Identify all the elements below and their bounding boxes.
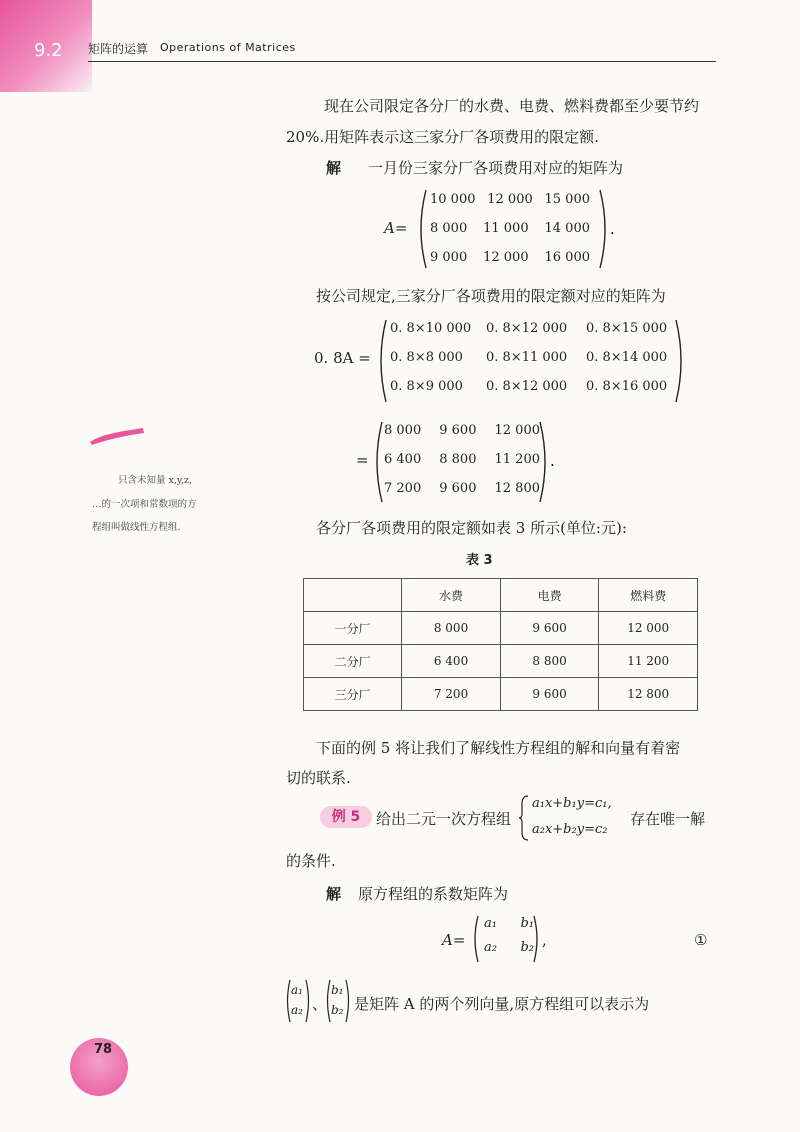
matrix-result-label: = xyxy=(356,451,369,469)
cost-table xyxy=(303,578,698,711)
solution-label: 解 xyxy=(326,159,342,177)
section-title-en: Operations of Matrices xyxy=(160,41,296,54)
solution-text: 一月份三家分厂各项费用对应的矩阵为 xyxy=(368,159,624,177)
para4-line2: 切的联系. xyxy=(286,769,351,787)
matrix-cell: 8 800 xyxy=(439,452,477,467)
matrix-cell: b₂ xyxy=(520,940,534,955)
matrix-cell: 0. 8×16 000 xyxy=(586,379,668,394)
matrix-cell: 12 000 xyxy=(483,250,529,265)
matrix-cell: 15 000 xyxy=(544,192,590,207)
table-header-cell: 电费 xyxy=(500,579,599,612)
table-row xyxy=(304,645,698,678)
example-text-before: 给出二元一次方程组 xyxy=(376,810,512,828)
equation-2: a₂x+b₂y=c₂ xyxy=(532,822,608,837)
matrix2-row xyxy=(484,916,534,940)
para4-line1: 下面的例 5 将让我们了解线性方程组的解和向量有着密 xyxy=(316,739,681,757)
table-header-cell: 水费 xyxy=(402,579,501,612)
matrix-result-body xyxy=(384,423,540,510)
matrix-cell: 0. 8×15 000 xyxy=(586,321,668,336)
matrix-result-row xyxy=(384,481,540,510)
matrix-cell: 8 000 xyxy=(384,423,422,438)
table-cell: 8 000 xyxy=(402,612,501,645)
example-line2: 的条件. xyxy=(286,852,336,870)
table-cell: 一分厂 xyxy=(304,612,402,645)
matrix-cell: 12 000 xyxy=(494,423,540,438)
last-line-text: 是矩阵 A 的两个列向量,原方程组可以表示为 xyxy=(354,995,650,1013)
header-rule xyxy=(88,61,716,62)
vector-a xyxy=(291,980,303,1020)
matrix-cell: 9 600 xyxy=(439,423,477,438)
example-text-after: 存在唯一解 xyxy=(630,810,706,828)
table-cell: 6 400 xyxy=(402,645,501,678)
table-cell: 12 000 xyxy=(599,612,698,645)
equation-tag: ① xyxy=(694,931,708,949)
matrix2-label: A= xyxy=(442,931,466,949)
matrix-cell: 9 600 xyxy=(439,481,477,496)
vector-separator: 、 xyxy=(312,995,328,1013)
table-cell: 12 800 xyxy=(599,678,698,711)
vector-entry: b₂ xyxy=(331,1003,344,1017)
matrix-cell: 11 000 xyxy=(483,221,529,236)
matrix2-row xyxy=(484,940,534,964)
matrix-08a-body xyxy=(390,321,674,408)
matrix-cell: 8 000 xyxy=(430,221,468,236)
margin-note-line2: …的一次项和常数项的方 xyxy=(92,499,197,510)
section-title-cn: 矩阵的运算 xyxy=(88,42,149,56)
svg-text:.: . xyxy=(550,452,555,470)
matrix-cell: 9 000 xyxy=(430,250,468,265)
matrix-cell: b₁ xyxy=(520,916,534,931)
matrix-08a-row xyxy=(390,379,674,408)
matrix-result-row xyxy=(384,423,540,452)
table-cell: 三分厂 xyxy=(304,678,402,711)
example-badge: 例 5 xyxy=(320,806,372,828)
para2: 按公司规定,三家分厂各项费用的限定额对应的矩阵为 xyxy=(316,287,666,305)
table-caption: 表 3 xyxy=(466,553,493,568)
matrix-cell: 0. 8×14 000 xyxy=(586,350,668,365)
matrix-result-row xyxy=(384,452,540,481)
matrix-cell: 0. 8×8 000 xyxy=(390,350,463,365)
vector-entry: b₁ xyxy=(331,983,344,997)
table-cell: 8 800 xyxy=(500,645,599,678)
matrix-08a-row xyxy=(390,321,674,350)
table-cell: 7 200 xyxy=(402,678,501,711)
table-cell: 9 600 xyxy=(500,612,599,645)
margin-note-line3: 程组叫做线性方程组. xyxy=(92,522,181,533)
matrix-cell: 7 200 xyxy=(384,481,422,496)
table-header-cell: 燃料费 xyxy=(599,579,698,612)
matrix-a-row xyxy=(430,250,590,279)
matrix-cell: 0. 8×11 000 xyxy=(486,350,568,365)
matrix2-suffix: , xyxy=(542,931,547,949)
brush-stroke-decoration xyxy=(88,424,148,446)
matrix-cell: 12 800 xyxy=(494,481,540,496)
matrix-a-label: A= xyxy=(384,219,408,237)
matrix-cell: 10 000 xyxy=(430,192,476,207)
para1-line1: 现在公司限定各分厂的水费、电费、燃料费都至少要节约 xyxy=(324,97,700,115)
matrix-cell: 16 000 xyxy=(544,250,590,265)
table-cell: 9 600 xyxy=(500,678,599,711)
equation-brace xyxy=(518,794,530,842)
matrix-08a-label: 0. 8A = xyxy=(314,349,371,367)
table-header-cell xyxy=(304,579,402,612)
solution2-label: 解 xyxy=(326,885,342,903)
matrix-cell: a₂ xyxy=(484,940,497,955)
page-number: 78 xyxy=(94,1042,113,1057)
table-row xyxy=(304,612,698,645)
svg-text:.: . xyxy=(610,220,615,238)
matrix-08a-row xyxy=(390,350,674,379)
matrix-a-body xyxy=(430,192,590,279)
table-row xyxy=(304,678,698,711)
matrix-cell: 12 000 xyxy=(487,192,533,207)
para1-line2: 20%.用矩阵表示这三家分厂各项费用的限定额. xyxy=(286,128,599,146)
table-header-row xyxy=(304,579,698,612)
vector-entry: a₁ xyxy=(291,983,303,997)
table-cell: 二分厂 xyxy=(304,645,402,678)
para3: 各分厂各项费用的限定额如表 3 所示(单位:元): xyxy=(316,519,627,537)
matrix-cell: 0. 8×12 000 xyxy=(486,321,568,336)
matrix-cell: 0. 8×9 000 xyxy=(390,379,463,394)
margin-note-line1: 只含未知量 x,y,z, xyxy=(118,475,193,486)
vector-b xyxy=(331,980,344,1020)
equation-1: a₁x+b₁y=c₁, xyxy=(532,796,612,811)
vector-entry: a₂ xyxy=(291,1003,303,1017)
matrix-cell: 14 000 xyxy=(544,221,590,236)
matrix-a-row xyxy=(430,221,590,250)
section-number: 9.2 xyxy=(34,40,63,61)
matrix2-body xyxy=(484,916,534,964)
matrix-cell: a₁ xyxy=(484,916,497,931)
matrix-cell: 0. 8×10 000 xyxy=(390,321,472,336)
matrix-cell: 6 400 xyxy=(384,452,422,467)
matrix-cell: 0. 8×12 000 xyxy=(486,379,568,394)
matrix-a-row xyxy=(430,192,590,221)
solution2-text: 原方程组的系数矩阵为 xyxy=(358,885,509,903)
table-cell: 11 200 xyxy=(599,645,698,678)
matrix-cell: 11 200 xyxy=(494,452,540,467)
